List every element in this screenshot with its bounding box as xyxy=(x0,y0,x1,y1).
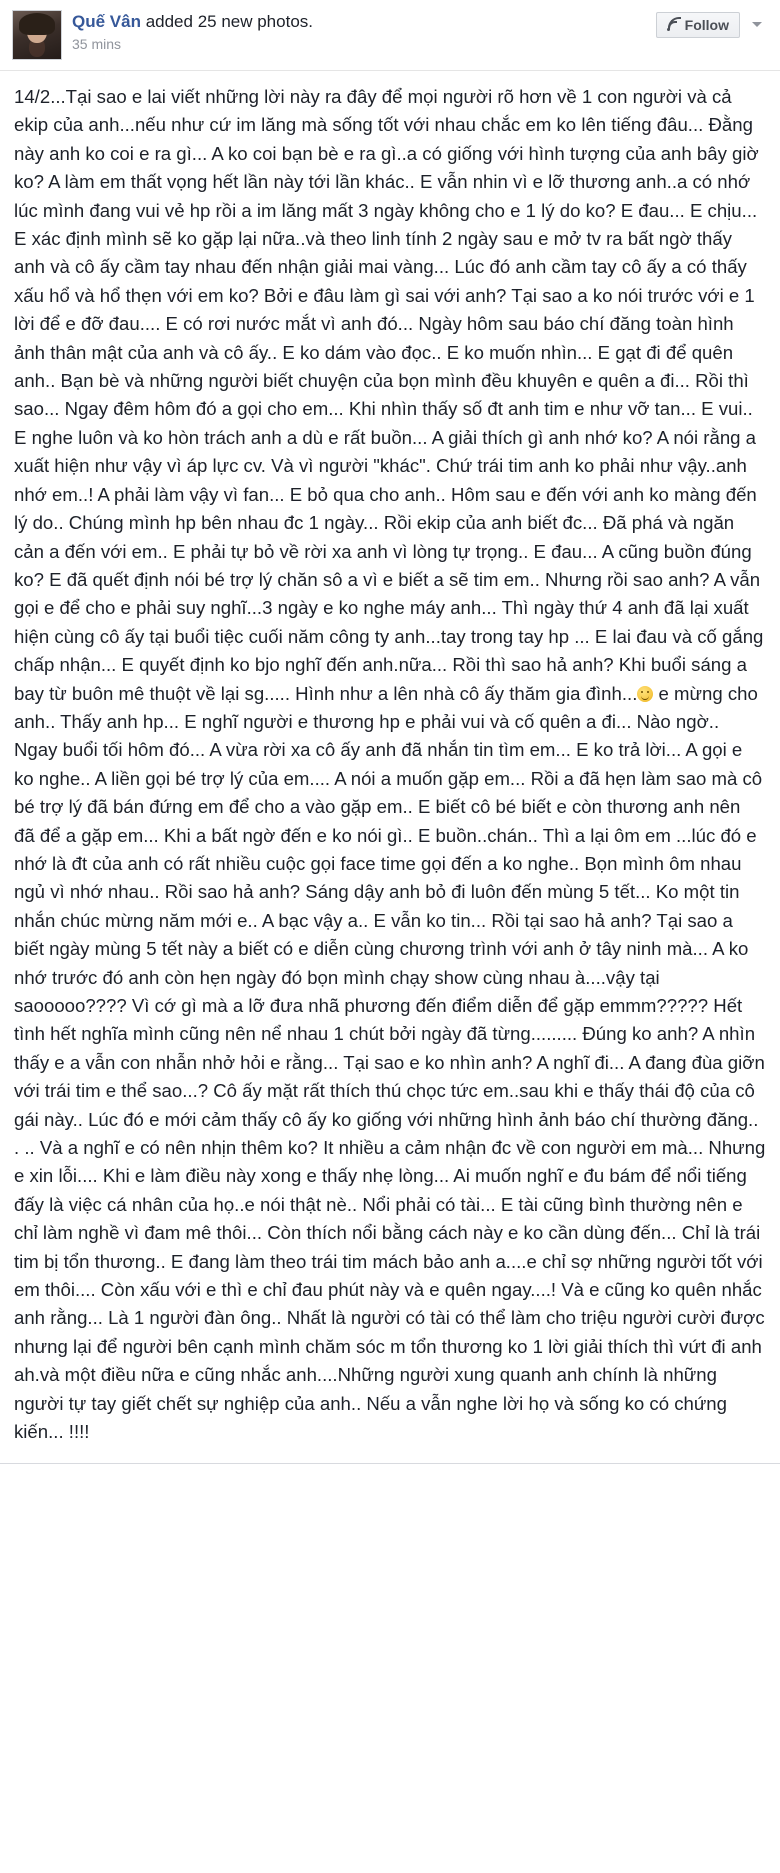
post-header-actions xyxy=(656,10,768,38)
avatar[interactable] xyxy=(12,10,62,60)
post-body-part2: e mừng cho anh.. Thấy anh hp... E nghĩ người e thương hp e phải vui và cố quên a đi... Nào ngờ.. Ngay buổi tối hôm đó... A vừa rời xa cô ấy anh đã nhắn tin tìm em... E ko trả lời... A gọi e ko nghe.. A liền gọi bé trợ lý của em.... A nói a muốn gặp em... Rồi a đã hẹn làm sao mà cô bé trợ lý đã bán đứng em để cho a vào gặp em.. E biết cô bé biết e còn thương anh nên đã để a gặp em... Khi a bất ngờ đến e ko nói gì.. E buồn..chán.. Thì a lại ôm em ...lúc đó e nhớ là đt của anh có rất nhiều cuộc gọi face time gọi đến a ko nghe.. Bọn mình ôm nhau ngủ vì nhớ nhau.. Rồi sao hả anh? Sáng dậy anh bỏ đi luôn đến mùng 5 tết... Ko một tin nhắn chúc mừng năm mới e.. A bạc vậy a.. E vẫn ko tin... Rồi tại sao hả anh? Tại sao a biết ngày mùng 5 tết này a biết có e diễn cùng chương trình với anh ở tây ninh mà... A ko nhớ trước đó anh còn hẹn ngày đó bọn mình chạy show cùng nhau à....vậy tại saooooo???? Vì cớ gì mà a lỡ đưa nhã phương đến điểm diễn để gặp emmm????? Hết tình hết nghĩa mình cũng nên nể nhau 1 chút bởi ngày đã từng......... Đúng ko anh? A nhìn thấy e a vẫn con nhẫn nhở hỏi e rằng... Tại sao e ko nhìn anh? A nghĩ đi... A đang đùa giỡn với trái tim e thể sao...? Cô ấy mặt rất thích thú chọc tức em..sau khi e thấy thái độ của cô gái này.. Lúc đó e mới cảm thấy cô ấy ko giống với những hình ảnh báo chí thường đăng.. . .. Và a nghĩ e có nên nhịn thêm ko? It nhiều a cảm nhận đc về con người em mà... Nhưng e xin lỗi.... Khi e làm điều này xong e thấy nhẹ lòng... Ai muốn nghĩ e đu bám để nổi tiếng đấy là việc cá nhân của họ..e nói thật nè.. Nổi phải có tài... E tài cũng bình thường nên e chỉ làm nghề vì đam mê thôi... Còn thích nổi bằng cách này e ko cần dùng đến... Chỉ là trái tim bị tổn thương.. E đang làm theo trái tim mách bảo anh a....e chỉ sợ những người tốt với em thôi.... Còn xấu với e thì e chỉ đau phút này và e quên ngay....! Và e cũng ko quên nhắc anh rằng... Là 1 người đàn ông.. Nhất là người có tài có thể làm cho triệu người cười được nhưng lại để người bên cạnh mình chăm sóc m tổn thương ko 1 lời giải thích thì vứt đi anh ah.và một điều nữa e cũng nhắc anh....Những người xung quanh anh chính là những người tự tay giết chết sự nghiệp của anh.. Nếu a vẫn nghe lời họ và sống ko có chứng kiến... !!!! xyxy=(14,682,771,1443)
post-title-line xyxy=(72,11,656,32)
post-byline xyxy=(72,10,656,53)
post-timestamp[interactable]: 35 mins xyxy=(72,36,122,52)
post-body-part1: 14/2...Tại sao e lai viết những lời này ra đây để mọi người rõ hơn về 1 con người và cả ekip của anh...nếu như cứ im lăng mà sống tốt với nhau chắc em ko lên tiếng đâu... Đằng này anh ko coi e ra gì... A ko coi bạn bè e ra gì..a có giống với hình tượng của anh bây giờ ko? A làm em thất vọng hết lần này tới lần khác.. E vẫn nhin vì e lỡ thương anh..a có nhớ lúc mình đang vui vẻ hp rồi a im lăng mất 3 ngày không cho e 1 lý do ko? E đau... E chịu... E xác định mình sẽ ko gặp lại nữa..và theo linh tính 2 ngày sau e mở tv ra bất ngờ thấy anh và cô ấy cầm tay nhau đến nhận giải mai vàng... Lúc đó anh cầm tay cô ấy a có thấy xấu hổ và hổ thẹn với em ko? Bởi e đâu làm gì sai với anh? Tại sao a ko nói trước với e 1 lời để e đỡ đau.... E có rơi nước mắt vì anh đó... Ngày hôm sau báo chí đăng toàn hình ảnh thân mật của anh và cô ấy.. E ko dám vào đọc.. E ko muốn nhìn... E gạt đi để quên anh.. Bạn bè và những người biết chuyện của bọn mình đều khuyên e quên a đi... Rồi thì sao... Ngay đêm hôm đó a gọi cho em... Khi nhìn thấy số đt anh tim e như vỡ tan... E vui.. E nghe luôn và ko hòn trách anh a dù e rất buồn... A giải thích gì anh nhớ ko? A nói rằng a xuất hiện như vậy vì áp lực cv. Và vì người "khác". Chứ trái tim anh ko phải như vậy..anh nhớ em..! A phải làm vậy vì fan... E bỏ qua cho anh.. Hôm sau e đến với anh ko màng đến lý do.. Chúng mình hp bên nhau đc 1 ngày... Rồi ekip của anh biết đc... Đã phá và ngăn cản a đến với em.. E phải tự bỏ về rời xa anh vì lòng tự trọng.. E đau... A cũng buồn đúng ko? E đã quết định nói bé trợ lý chăn sô a vì e biết a sẽ tim em.. Nhưng rồi sao anh? A vẫn gọi e để cho e phải suy nghĩ...3 ngày e ko nghe máy anh... Thì ngày thứ 4 anh đã lại xuất hiện cùng cô ấy tại buổi tiệc cuối năm công ty anh...tay trong tay hp ... E lai đau và cố gắng chấp nhận... E quyết định ko bjo nghĩ đến anh.nữa... Rồi thì sao hả anh? Khi buổi sáng a bay từ buôn mê thuột về lại sg..... Hình như a lên nhà cô ấy thăm gia đình... xyxy=(14,86,769,704)
post-action-text: added 25 new photos. xyxy=(140,12,313,31)
follow-button-label: Follow xyxy=(684,17,729,33)
rss-icon xyxy=(667,19,679,31)
post-author-link[interactable]: Quế Vân xyxy=(72,12,141,31)
follow-button[interactable] xyxy=(656,12,740,38)
post-header xyxy=(0,0,780,68)
smiley-emoji xyxy=(637,686,653,702)
post-body-text xyxy=(0,71,780,1463)
chevron-down-icon[interactable] xyxy=(746,12,768,36)
